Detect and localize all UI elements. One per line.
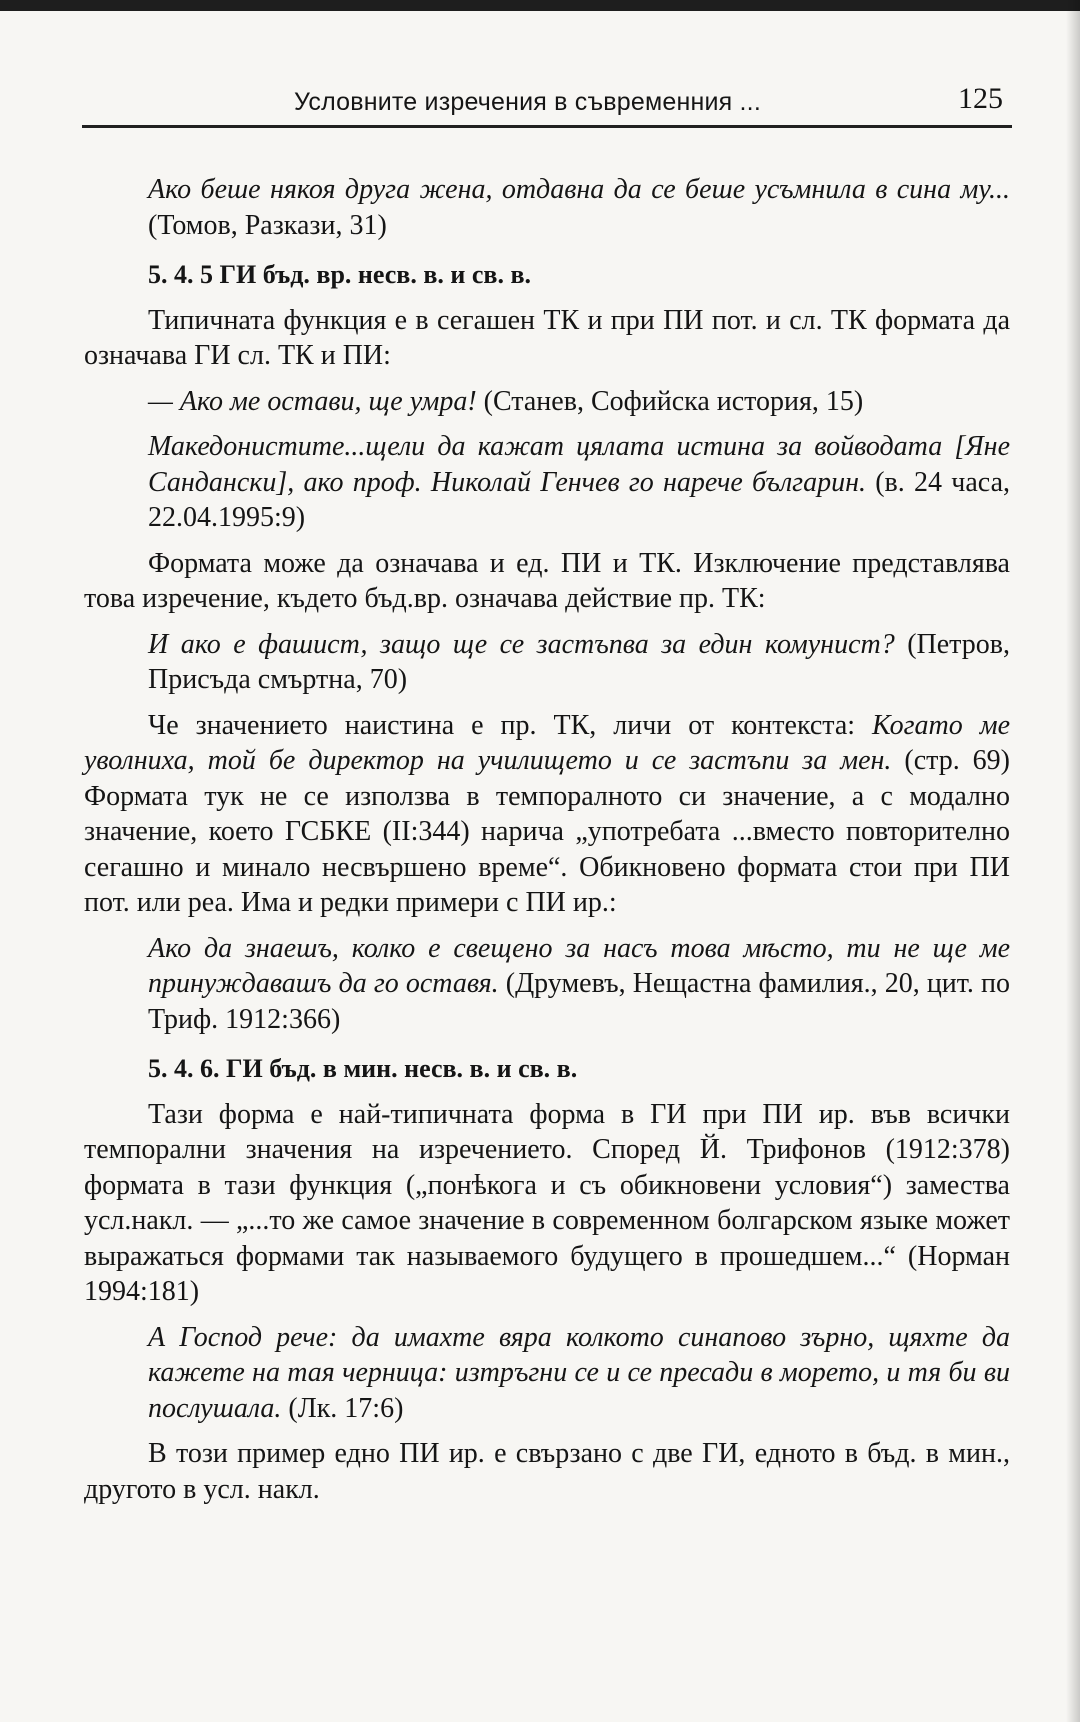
section-heading-5-4-5: 5. 4. 5 ГИ бъд. вр. несв. в. и св. в. <box>148 260 531 289</box>
quote-3-ref: (в. 24 часа, 22.04.1995:9) <box>148 466 1010 533</box>
page-number: 125 <box>958 82 1003 115</box>
paragraph-5: В този пример едно ПИ ир. е свързано с две ГИ, едното в бъд. в мин., другото в усл. накл. <box>84 1438 1010 1505</box>
header-rule <box>82 125 1012 128</box>
paragraph-3-lead: Че значението наистина е пр. ТК, личи от контекста: <box>148 709 873 741</box>
quote-5 <box>84 931 1010 1038</box>
quote-5-ref: (Друмевъ, Нещастна фамилия., 20, цит. по Триф. 1912:366) <box>148 968 1011 1035</box>
page-right-shadow <box>1066 0 1080 1722</box>
quote-6 <box>84 1320 1010 1427</box>
quote-4-ref: (Петров, Присъда смъртна, 70) <box>148 628 1010 695</box>
quote-1 <box>84 172 1010 243</box>
quote-6-text: А Господ рече: да имахте вяра колкото синапово зърно, щяхте да кажете на тая черница: изтръгни се и се пресади в морето, и тя би ви послушала. <box>148 1321 1010 1424</box>
page-body <box>84 172 1010 1507</box>
paragraph-3-rest: (стр. 69) Формата тук не се използва в темпоралното си значение, а с модално значение, което ГСБКЕ (II:344) нарича „употребата ...вместо повторително сегашно и минало несвършено време“. Обикновено формата стои при ПИ пот. или реа. Има и редки примери с ПИ ир.: <box>84 745 1010 918</box>
quote-2-ref: (Станев, Софийска история, 15) <box>476 385 864 417</box>
quote-5-text: Ако да знаешъ, колко е свещено за насъ това мѣсто, ти не ще ме принуждавашъ да го оставя. <box>148 932 1010 999</box>
paragraph-3-quote: Когато ме уволниха, той бе директор на училището и се застъпи за мен. <box>84 709 1010 776</box>
quote-6-ref: (Лк. 17:6) <box>281 1392 404 1424</box>
running-header-title: Условните изречения в съвременния ... <box>294 88 761 116</box>
quote-3 <box>84 429 1010 536</box>
paragraph-3 <box>84 708 1010 921</box>
quote-1-ref: (Томов, Разкази, 31) <box>148 209 387 241</box>
page-top-edge <box>0 0 1080 11</box>
paragraph-1: Типичната функция е в сегашен ТК и при ПИ пот. и сл. ТК формата да означава ГИ сл. ТК и ПИ: <box>84 304 1010 371</box>
quote-1-text: Ако беше някоя друга жена, отдавна да се беше усъмнила в сина му... <box>148 174 1010 205</box>
quote-4-text: И ако е фашист, защо ще се застъпва за един комунист? <box>148 628 895 660</box>
quote-2-text: — Ако ме остави, ще умра! <box>148 385 477 417</box>
quote-2 <box>84 384 1010 420</box>
section-heading-5-4-6: 5. 4. 6. ГИ бъд. в мин. несв. в. и св. в. <box>148 1054 578 1083</box>
paragraph-2: Формата може да означава и ед. ПИ и ТК. Изключение представлява това изречение, където бъд.вр. означава действие пр. ТК: <box>84 547 1010 614</box>
paragraph-4: Тази форма е най-типичната форма в ГИ при ПИ ир. във всички темпорални значения на изречението. Според Й. Трифонов (1912:378) формата в тази функция („понѣкога и съ обикновени условия“) замества усл.накл. — „...то же самое значение в современном болгарском языке может выражаться формами так называемого будущего в прошедшем...“ (Норман 1994:181) <box>84 1098 1010 1307</box>
quote-4 <box>84 627 1010 698</box>
quote-3-text: Македонистите...щели да кажат цялата истина за войводата [Яне Сандански], ако проф. Николай Генчев го нарече българин. <box>148 431 1010 498</box>
